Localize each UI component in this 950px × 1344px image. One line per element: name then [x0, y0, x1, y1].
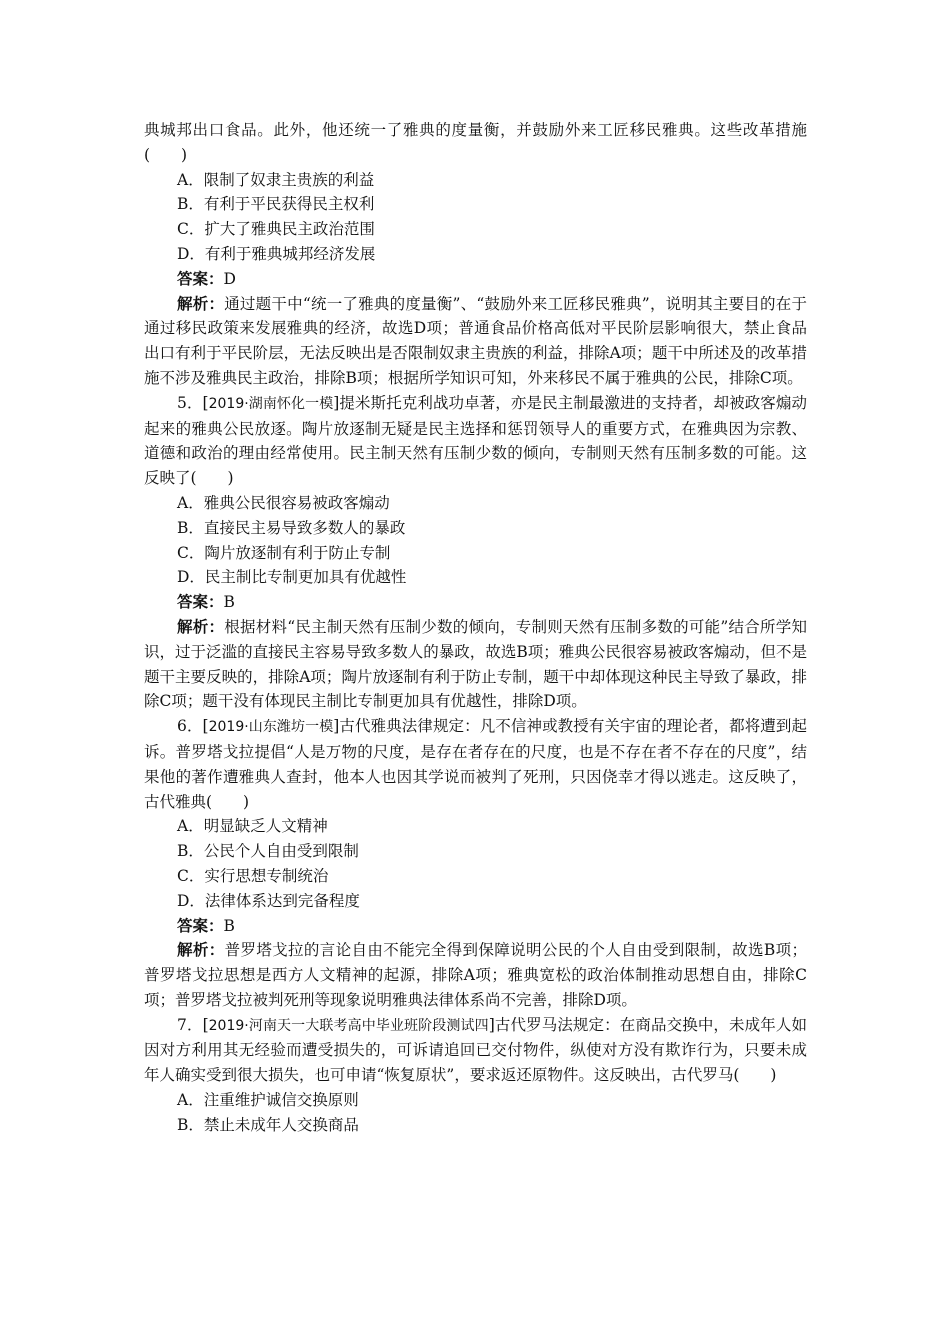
question-4-option-c: C．扩大了雅典民主政治范围 [177, 220, 375, 239]
question-5-analysis [144, 615, 807, 714]
question-source: 2019·山东潍坊一模 [208, 719, 334, 736]
question-6-option-c: C．实行思想专制统治 [177, 866, 329, 885]
analysis-label: 解析： [177, 940, 225, 960]
question-text: ]古代雅典法律规定：凡不信神或教授有关宇宙的理论者，都将遭到起诉。普罗塔戈拉提倡“人是万物的尺度，是存在者存在的尺度，也是不存在者不存在的尺度”，结果他的著作遭雅典人查封，他本人也因其学说而被判了死刑，只因侥幸才得以逃走。这反映了，古代雅典( ) [144, 717, 807, 811]
question-5-option-a: A．雅典公民很容易被政客煽动 [177, 493, 390, 512]
question-6-analysis [144, 938, 807, 1012]
question-7-stem [144, 1013, 807, 1088]
question-7-option-a: A．注重维护诚信交换原则 [177, 1091, 359, 1110]
answer-label: 答案： [177, 268, 224, 288]
question-text: ]提米斯托克利战功卓著，亦是民主制最激进的支持者，却被政客煽动起来的雅典公民放逐。陶片放逐制无疑是民主选择和惩罚领导人的重要方式，在雅典因为宗教、道德和政治的理由经常使用。民主制天然有压制少数的倾向，专制则天然有压制多数的可能。这反映了( ) [144, 393, 807, 488]
question-4-option-d: D．有利于雅典城邦经济发展 [177, 244, 376, 263]
question-5-option-c: C．陶片放逐制有利于防止专制 [177, 543, 391, 562]
question-text: ]古代罗马法规定：在商品交换中，未成年人如因对方利用其无经验而遭受损失的，可诉请追回已交付物件，纵使对方没有欺诈行为，只要未成年人确实受到很大损失，也可申请“恢复原状”，要求返还原物件。这反映出，古代罗马( ) [144, 1015, 807, 1085]
answer-label: 答案： [177, 915, 224, 935]
question-6-option-a: A．明显缺乏人文精神 [177, 817, 328, 836]
answer-value: B [223, 593, 235, 612]
answer-value: B [223, 916, 235, 935]
question-5-option-b: B．直接民主易导致多数人的暴政 [177, 518, 406, 537]
question-5-answer [144, 590, 807, 615]
document-page [144, 118, 807, 1138]
analysis-label: 解析： [177, 293, 225, 313]
question-source: 2019·湖南怀化一模 [208, 395, 334, 412]
question-6-option-d: D．法律体系达到完备程度 [177, 891, 360, 910]
question-5-stem [144, 391, 807, 491]
question-4-answer [144, 267, 807, 292]
analysis-text: 根据材料“民主制天然有压制少数的倾向，专制则天然有压制多数的可能”结合所学知识，过于泛滥的直接民主容易导致多数人的暴政，故选B项；雅典公民很容易被政客煽动，但不是题干主要反映的，排除A项；陶片放逐制有利于防止专制，题干中却体现这种民主导致了暴政，排除C项；题干没有体现民主制比专制更加具有优越性，排除D项。 [144, 617, 807, 711]
question-6-stem [144, 714, 807, 814]
answer-value: D [223, 269, 236, 288]
question-6-answer [144, 914, 807, 939]
question-7-option-b: B．禁止未成年人交换商品 [177, 1115, 359, 1134]
question-4-option-b: B．有利于平民获得民主权利 [177, 195, 375, 214]
question-4-option-a: A．限制了奴隶主贵族的利益 [177, 170, 375, 189]
question-number: 7．[ [177, 1015, 209, 1034]
analysis-text: 通过题干中“统一了雅典的度量衡”、“鼓励外来工匠移民雅典”，说明其主要目的在于通过移民政策来发展雅典的经济，故选D项；普通食品价格高低对平民阶层影响很大，禁止食品出口有利于平民阶层，无法反映出是否限制奴隶主贵族的利益，排除A项；题干中所述及的改革措施不涉及雅典民主政治，排除B项；根据所学知识可知，外来移民不属于雅典的公民，排除C项。 [144, 294, 807, 387]
question-number: 5．[ [177, 393, 209, 412]
question-number: 6．[ [177, 717, 209, 736]
analysis-text: 普罗塔戈拉的言论自由不能完全得到保障说明公民的个人自由受到限制，故选B项；普罗塔戈拉思想是西方人文精神的起源，排除A项；雅典宽松的政治体制推动思想自由，排除C项；普罗塔戈拉被判死刑等现象说明雅典法律体系尚不完善，排除D项。 [144, 941, 807, 1009]
question-4-stem-continued: 典城邦出口食品。此外，他还统一了雅典的度量衡，并鼓励外来工匠移民雅典。这些改革措施( ) [144, 121, 807, 164]
question-6-option-b: B．公民个人自由受到限制 [177, 842, 359, 861]
answer-label: 答案： [177, 592, 224, 612]
question-5-option-d: D．民主制比专制更加具有优越性 [177, 568, 407, 587]
analysis-label: 解析： [177, 616, 225, 636]
question-4-analysis [144, 292, 807, 391]
question-source: 2019·河南天一大联考高中毕业班阶段测试四 [208, 1017, 489, 1034]
